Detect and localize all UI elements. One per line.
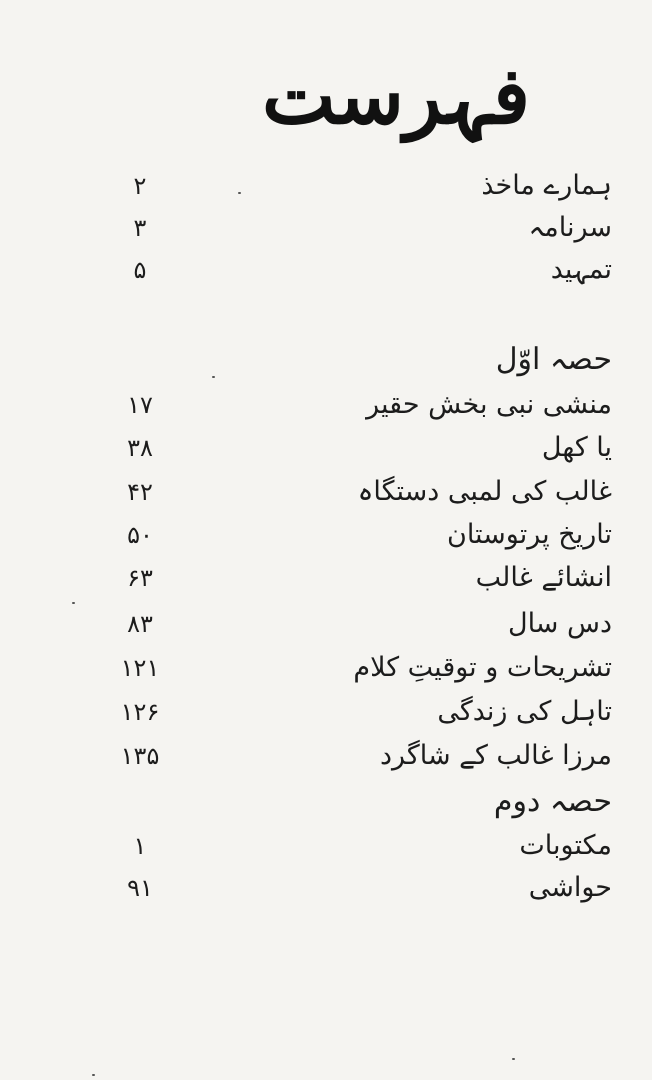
paper-speck bbox=[212, 376, 215, 378]
paper-speck bbox=[92, 1074, 95, 1076]
toc-entry-page: ۳۸ bbox=[127, 434, 153, 462]
paper-speck bbox=[72, 602, 75, 604]
section-heading bbox=[0, 782, 652, 822]
toc-entry-label: غالب کی لمبی دستگاہ bbox=[357, 476, 612, 507]
toc-entry-label: انشائے غالب bbox=[475, 562, 612, 593]
toc-entry-page: ۵ bbox=[133, 256, 147, 284]
toc-entry-page: ۶۳ bbox=[127, 564, 153, 592]
toc-entry-label: ہمارے ماخذ bbox=[481, 170, 612, 201]
toc-entry-label: تاہل کی زندگی bbox=[437, 696, 612, 727]
section-heading bbox=[0, 340, 652, 380]
toc-entry-page: ۳ bbox=[133, 214, 147, 242]
toc-entry-label: سرنامہ bbox=[528, 212, 612, 243]
toc-entry-page: ۴۲ bbox=[127, 478, 153, 506]
toc-entry-page: ۱۷ bbox=[127, 391, 153, 419]
section-heading-label: حصہ دوم bbox=[493, 784, 612, 819]
toc-entry bbox=[0, 428, 652, 468]
toc-entry bbox=[0, 558, 652, 598]
toc-entry bbox=[0, 472, 652, 512]
section-heading-label: حصہ اوّل bbox=[495, 342, 612, 377]
toc-entry-page: ۹۱ bbox=[127, 874, 153, 902]
toc-entry-label: تشریحات و توقیتِ کلام bbox=[353, 652, 612, 683]
toc-entry bbox=[0, 166, 652, 206]
toc-entry-page: ۱۲۱ bbox=[120, 654, 160, 682]
toc-entry-label: مکتوبات bbox=[519, 830, 612, 861]
toc-entry bbox=[0, 736, 652, 776]
toc-entry bbox=[0, 826, 652, 866]
toc-entry-page: ۸۳ bbox=[127, 610, 153, 638]
toc-entry bbox=[0, 604, 652, 644]
toc-entry-label: منشی نبی بخش حقیر bbox=[366, 389, 612, 420]
toc-entry-page: ۵۰ bbox=[127, 521, 153, 549]
toc-entry bbox=[0, 250, 652, 290]
toc-entry bbox=[0, 515, 652, 555]
toc-entry bbox=[0, 208, 652, 248]
toc-entry-label: مرزا غالب کے شاگرد bbox=[379, 740, 612, 771]
toc-entry bbox=[0, 648, 652, 688]
toc-entry-label: یا کھل bbox=[541, 432, 612, 463]
paper-speck bbox=[512, 1058, 515, 1060]
toc-entry bbox=[0, 692, 652, 732]
toc-entry-label: حواشی bbox=[528, 872, 612, 903]
toc-entry bbox=[0, 868, 652, 908]
toc-entry-page: ۱۲۶ bbox=[120, 698, 160, 726]
toc-entry-label: تاریخ پرتوستان bbox=[446, 519, 612, 550]
toc-entry bbox=[0, 385, 652, 425]
page-title: فہرست bbox=[262, 51, 530, 142]
toc-entry-page: ۱ bbox=[133, 832, 147, 860]
toc-entry-page: ۱۳۵ bbox=[120, 742, 160, 770]
paper-speck bbox=[238, 192, 241, 194]
toc-entry-label: دس سال bbox=[507, 608, 612, 639]
toc-entry-label: تمہید bbox=[550, 254, 612, 285]
toc-entry-page: ۲ bbox=[133, 172, 147, 200]
